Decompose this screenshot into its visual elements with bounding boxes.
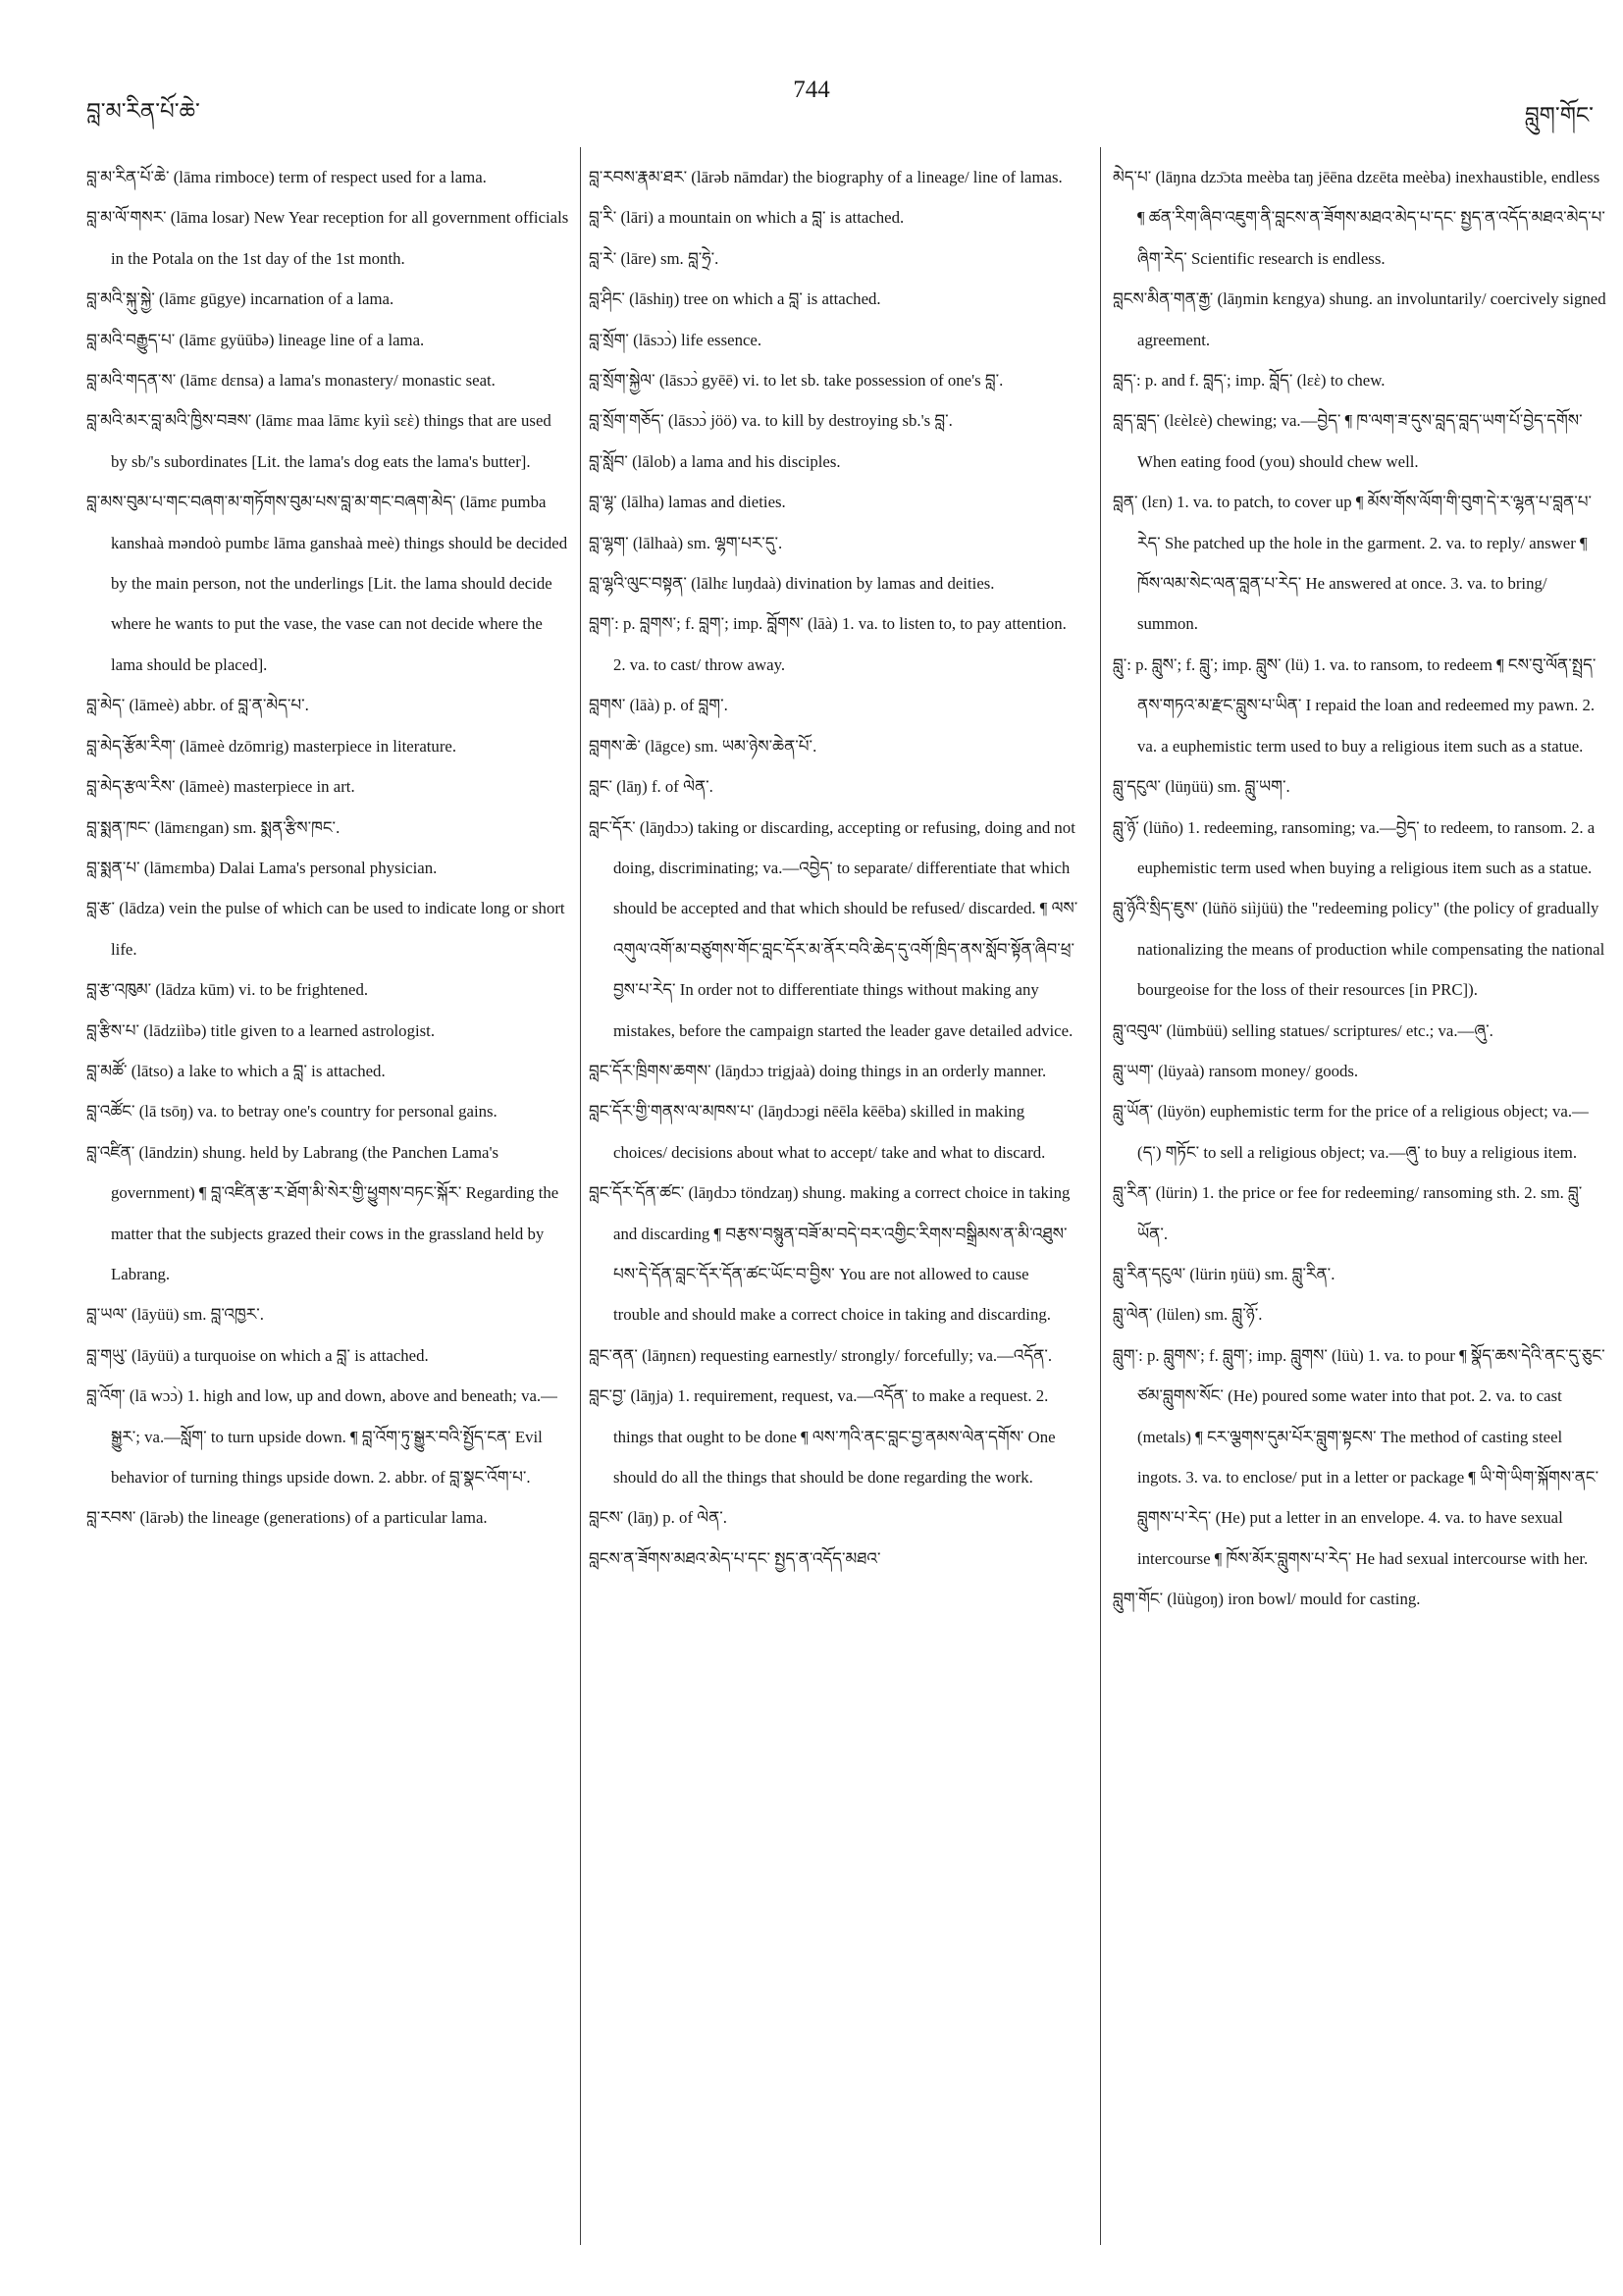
dictionary-entry: བླུ་ཡོན་ (lüyön) euphemistic term for the price of a religious object; va.—(ད་) གཏོང་ to sell a religious object; va.—ཞུ་ to buy a religious item. bbox=[1113, 1102, 1589, 1162]
dictionary-entry: བླ་མའི་སྐུ་སྐྱེ་ (lāmε gūgye) incarnation of a lama. bbox=[86, 289, 394, 309]
dictionary-entry: བླང་བྱ་ (lāŋja) 1. requirement, request, va.—འདོན་ to make a request. 2. things that ought to be done ¶ ལས་ཀའི་ནང་བླང་བྱ་ནམས་ལེན་དགོས་ One should do all the things that should be done regarding the work. bbox=[589, 1386, 1056, 1487]
dictionary-entry: བླ་མེད་རྩོམ་རིག་ (lāmeè dzōmrig) masterpiece in literature. bbox=[86, 736, 457, 756]
dictionary-entry: བླ་མེད་རྩལ་རིས་ (lāmeè) masterpiece in art. bbox=[86, 777, 355, 797]
dictionary-entry: བླ་རི་ (lāri) a mountain on which a བླ་ is attached. bbox=[589, 208, 905, 228]
dictionary-entry: བླུ་ཉོ་ (lüño) 1. redeeming, ransoming; va.—བྱེད་ to redeem, to ransom. 2. a euphemistic term used when buying a religious item such as a statue. bbox=[1113, 817, 1596, 877]
dictionary-entry: བླུ་འབུལ་ (lümbüü) selling statues/ scriptures/ etc.; va.—ཞུ་. bbox=[1113, 1020, 1493, 1040]
dictionary-entry: བླུ་རིན་དངུལ་ (lürin ŋüü) sm. བླུ་རིན་. bbox=[1113, 1264, 1335, 1283]
dictionary-entry: བླ་རྩ་འཁུམ་ (lādza kūm) vi. to be frightened. bbox=[86, 980, 369, 1000]
dictionary-entry: བླན་ (lεn) 1. va. to patch, to cover up ¶ མོས་གོས་ལོག་གི་བུག་དེ་ར་ལྷན་པ་བླན་པ་རེད་ She patched up the hole in the garment. 2. va. to reply/ answer ¶ ཁོས་ལམ་སེང་ལན་བླན་པ་རེད་ He answered at once. 3. va. to bring/ summon. bbox=[1113, 493, 1593, 634]
dictionary-entry: བླངས་མིན་གན་རྒྱ་ (lāŋmin kεngya) shung. an involuntarily/ coercively signed agreement. bbox=[1113, 289, 1606, 349]
dictionary-entry: བླ་གཡུ་ (lāyüü) a turquoise on which a བླ་ is attached. bbox=[86, 1345, 429, 1365]
dictionary-entry: བླུ་ལེན་ (lülen) sm. བླུ་ཉོ་. bbox=[1113, 1305, 1263, 1325]
dictionary-entry: བླ་རབས་རྣམ་ཐར་ (lārəb nāmdar) the biography of a lineage/ line of lamas. bbox=[589, 168, 1063, 186]
dictionary-entry: བླུ་ཡག་ (lüyaà) ransom money/ goods. bbox=[1113, 1061, 1359, 1080]
dictionary-entry: བླ་མ་ལོ་གསར་ (lāma losar) New Year reception for all government officials in the Potala on the 1st day of the 1st month. bbox=[86, 208, 569, 268]
dictionary-entry: བླ་སྲོག་གཅོད་ (lāsɔɔ̀ jöö) va. to kill by destroying sb.'s བླ་. bbox=[589, 411, 953, 431]
dictionary-entry: བླ་མཚོ་ (lātso) a lake to which a བླ་ is attached. bbox=[86, 1061, 386, 1080]
dictionary-entry: བླ་རྩིས་པ་ (lādziìbə) title given to a learned astrologist. bbox=[86, 1020, 436, 1040]
dictionary-entry: བླང་ (lāŋ) f. of ལེན་. bbox=[589, 777, 713, 797]
dictionary-entry: བླ་འོག་ (lā wɔɔ̀) 1. high and low, up and down, above and beneath; va.—སྒྱུར་; va.—སློག་ to turn upside down. ¶ བླ་འོག་ཏུ་སྒྱུར་བའི་སྤྱོད་ངན་ Evil behavior of turning things upside down. 2. abbr. of བླ་སྣང་འོག་པ་. bbox=[86, 1386, 557, 1487]
dictionary-entry: བླང་དོར་ཁྲིགས་ཆགས་ (lāŋdɔɔ trigjaà) doing things in an orderly manner. bbox=[589, 1061, 1047, 1080]
running-head-left: བླ་མ་རིན་པོ་ཆེ་ bbox=[86, 99, 200, 125]
dictionary-entry: བླ་སྲོག་སྐྱེལ་ (lāsɔɔ̀ gyēē) vi. to let sb. take possession of one's བླ་. bbox=[589, 371, 1004, 391]
dictionary-entry: བླགས་ (lāà) p. of བླག་. bbox=[589, 696, 728, 715]
page-number: 744 bbox=[793, 77, 830, 103]
dictionary-entry: བླུ་དངུལ་ (lüŋüü) sm. བླུ་ཡག་. bbox=[1113, 777, 1290, 797]
dictionary-entry: བླ་རྩ་ (lādza) vein the pulse of which can be used to indicate long or short life. bbox=[86, 899, 565, 959]
dictionary-entry: བླ་སྨན་ཁང་ (lāmεngan) sm. སྨན་རྩིས་ཁང་. bbox=[86, 817, 340, 837]
dictionary-entry: བླགས་ཆེ་ (lāgce) sm. ཡམ་ཉེས་ཆེན་པོ་. bbox=[589, 736, 817, 756]
dictionary-entry: བླད་བླད་ (lεèlεè) chewing; va.—བྱེད་ ¶ ཁ་ལག་ཟ་དུས་བླད་བླད་ཡག་པོ་བྱེད་དགོས་ When eating food (you) should chew well. bbox=[1113, 411, 1583, 471]
dictionary-entry: བླང་དོར་དོན་ཚང་ (lāŋdɔɔ töndzaŋ) shung. making a correct choice in taking and discarding ¶ བརྩས་བསྙུན་བཟོ་མ་བདེ་བར་འགྱིང་རིགས་བསྒྲིམས་ན་མི་འཐུས་པས་དེ་དོན་བླང་དོར་དོན་ཚང་ཡོང་བ་བྱིས་ You are not allowed to cause trouble and should make a correct choice in taking and discarding. bbox=[589, 1183, 1071, 1325]
dictionary-entry: བླུག་: p. བླུགས་; f. བླུག་; imp. བླུགས་ (lüù) 1. va. to pour ¶ སྣོད་ཆས་དེའི་ནང་དུ་ཅུང་ཙམ་བླུགས་སོང་ (He) poured some water into that pot. 2. va. to cast (metals) ¶ ངར་ལྕགས་དུམ་པོར་བླུག་སྟངས་ The method of casting steel ingots. 3. va. to enclose/ put in a letter or package ¶ ཡི་གེ་ཡིག་སྐོགས་ནང་བླུགས་པ་རེད་ (He) put a letter in an envelope. 4. va. to have sexual intercourse ¶ ཁོས་མོར་བླུགས་པ་རེད་ He had sexual intercourse with her. bbox=[1113, 1345, 1605, 1568]
column-divider bbox=[580, 147, 581, 2245]
dictionary-entry: བླང་ནན་ (lāŋnεn) requesting earnestly/ strongly/ forcefully; va.—འདོན་. bbox=[589, 1345, 1053, 1365]
dictionary-entry: བླུ་: p. བླུས་; f. བླུ་; imp. བླུས་ (lü) 1. va. to ransom, to redeem ¶ ངས་བུ་ལོན་སྤྲད་ནས་གཏའ་མ་རྫང་བླུས་པ་ཡིན་ I repaid the loan and redeemed my pawn. 2. va. a euphemistic term used to buy a religious item such as a statue. bbox=[1113, 654, 1597, 756]
running-head-right: བླུག་གོང་ bbox=[1524, 103, 1594, 129]
dictionary-entry: བླུག་གོང་ (lüùgoŋ) iron bowl/ mould for casting. bbox=[1113, 1590, 1421, 1609]
dictionary-entry: བླ་མའི་གདན་ས་ (lāmε dεnsa) a lama's monastery/ monastic seat. bbox=[86, 371, 496, 391]
dictionary-entry: བླ་མས་བུམ་པ་གང་བཞག་མ་གཏོགས་བུམ་པས་བླ་མ་གང་བཞག་མེད་ (lāmε pumba kanshaà məndoò pumbε lāma ganshaà meè) things should be decided by the main person, not the underlings [Lit. the lama should decide where he wants to put the vase, the vase can not decide where the lama should be placed]. bbox=[86, 493, 568, 674]
dictionary-entry: བླ་ཤིང་ (lāshiŋ) tree on which a བླ་ is attached. bbox=[589, 289, 881, 309]
dictionary-column-2 bbox=[589, 157, 1079, 2237]
dictionary-entry: བླ་མ་རིན་པོ་ཆེ་ (lāma rimboce) term of respect used for a lama. bbox=[86, 168, 487, 186]
dictionary-entry: བླད་: p. and f. བླད་; imp. བློད་ (lεὲ) to chew. bbox=[1113, 371, 1386, 391]
dictionary-entry: བླ་མེད་ (lāmeè) abbr. of བླ་ན་མེད་པ་. bbox=[86, 696, 309, 715]
dictionary-entry: བླ་ལྷ་ (lālha) lamas and dieties. bbox=[589, 493, 786, 512]
dictionary-entry: བླང་དོར་གྱི་གནས་ལ་མཁས་པ་ (lāŋdɔɔgi nēēla kēēba) skilled in making choices/ decisions about what to accept/ take and what to discard. bbox=[589, 1102, 1046, 1162]
dictionary-entry: བླ་སྲོག་ (lāsɔɔ̀) life essence. bbox=[589, 330, 762, 349]
dictionary-entry: བླ་ལྷའི་ལུང་བསྟན་ (lālhε luŋdaà) divination by lamas and deities. bbox=[589, 574, 995, 594]
dictionary-entry: བླ་མའི་མར་བླ་མའི་ཁྱིས་བཟས་ (lāmε maa lāmε kyiì sεὲ) things that are used by sb/'s subordinates [Lit. the lama's dog eats the lama's butter]. bbox=[86, 411, 551, 471]
dictionary-column-3 bbox=[1113, 157, 1608, 2237]
dictionary-entry: བླངས་ (lāŋ) p. of ལེན་. bbox=[589, 1508, 727, 1528]
dictionary-entry: བླ་སྨན་པ་ (lāmεmba) Dalai Lama's personal physician. bbox=[86, 858, 438, 877]
dictionary-entry: བླ་རེ་ (lāre) sm. བླ་ཧྲེ་. bbox=[589, 248, 719, 268]
dictionary-entry: བླུ་རིན་ (lürin) 1. the price or fee for redeeming/ ransoming sth. 2. sm. བླུ་ཡོན་. bbox=[1113, 1183, 1583, 1243]
dictionary-entry: བླག་: p. བླགས་; f. བླག་; imp. བློགས་ (lāà) 1. va. to listen to, to pay attention. 2. va. to cast/ throw away. bbox=[589, 614, 1067, 674]
dictionary-entry: མེད་པ་ (lāŋna dzɔ̄ɔta meèba taŋ jēēna dzεēta meèba) inexhaustible, endless ¶ ཚན་རིག་ཞིབ་འཇུག་ནི་བླངས་ན་ཟོགས་མཐའ་མེད་པ་དང་ སྤྱད་ན་འདོད་མཐའ་མེད་པ་ཞིག་རེད་ Scientific research is endless. bbox=[1113, 168, 1605, 268]
dictionary-entry: བླང་དོར་ (lāŋdɔɔ) taking or discarding, accepting or refusing, doing and not doing, discriminating; va.—འབྱེད་ to separate/ differentiate that which should be accepted and that which should be refused/ discarded. ¶ ལས་འགུལ་འགོ་མ་བཙུགས་གོང་བླང་དོར་མ་ནོར་བའི་ཆེད་དུ་འགོ་ཁྲིད་ནས་སློབ་སྟོན་ཞིབ་ཕྲ་བྱས་པ་རེད་ In order not to differentiate things without making any mistakes, before the campaign started the leader gave detailed advice. bbox=[589, 817, 1078, 1040]
dictionary-column-1 bbox=[86, 157, 569, 2237]
dictionary-entry: བླངས་ན་ཟོགས་མཐའ་མེད་པ་དང་ སྤྱད་ན་འདོད་མཐའ་ bbox=[589, 1548, 881, 1568]
dictionary-entry: བླ་ལྷག་ (lālhaà) sm. ལྷག་པར་དུ་. bbox=[589, 533, 783, 552]
column-divider bbox=[1100, 147, 1101, 2245]
dictionary-entry: བླ་མའི་བརྒྱུད་པ་ (lāmε gyüūbə) lineage line of a lama. bbox=[86, 330, 425, 349]
dictionary-entry: བླུ་ཉོའི་སྲིད་ཇུས་ (lüñö siìjüü) the "redeeming policy" (the policy of gradually nationalizing the means of production while compensating the national bourgeoise for the loss of their resources [in PRC]). bbox=[1113, 899, 1605, 1000]
dictionary-entry: བླ་འཛིན་ (lāndzin) shung. held by Labrang (the Panchen Lama's government) ¶ བླ་འཛིན་རྩ་ར་ཐོག་མི་སེར་གྱི་ཕྱུགས་བཏང་སྐོར་ Regarding the matter that the subjects grazed their cows in the grassland held by Labrang. bbox=[86, 1142, 559, 1283]
dictionary-entry: བླ་རབས་ (lārəb) the lineage (generations) of a particular lama. bbox=[86, 1508, 488, 1528]
dictionary-entry: བླ་འཚོང་ (lā tsōŋ) va. to betray one's country for personal gains. bbox=[86, 1102, 497, 1122]
dictionary-entry: བླ་ཡལ་ (lāyüü) sm. བླ་འཁྱར་. bbox=[86, 1305, 264, 1325]
dictionary-entry: བླ་སློབ་ (lālob) a lama and his disciples. bbox=[589, 451, 841, 471]
